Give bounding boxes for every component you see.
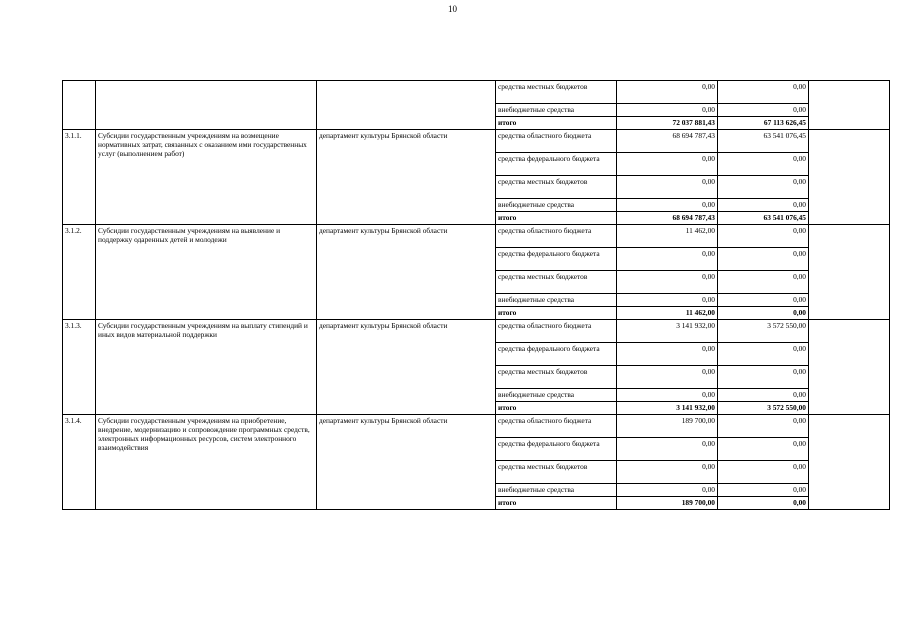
funding-source-cell: средства местных бюджетов [496,271,617,294]
table-row [63,225,890,248]
funding-source-cell: средства местных бюджетов [496,176,617,199]
amount-cell-2: 0,00 [718,366,809,389]
amount-cell-1: 189 700,00 [617,415,718,438]
amount-cell-2: 0,00 [718,104,809,117]
item-name-cell: Субсидии государственным учреждениям на выявление и поддержку одаренных детей и молодежи [96,225,317,320]
item-number-cell: 3.1.1. [63,130,96,225]
amount-cell-1: 3 141 932,00 [617,402,718,415]
funding-source-cell: средства областного бюджета [496,225,617,248]
funding-source-cell: средства федерального бюджета [496,248,617,271]
amount-cell-2: 0,00 [718,438,809,461]
funding-source-cell: средства местных бюджетов [496,461,617,484]
amount-cell-2: 0,00 [718,81,809,104]
funding-source-cell: внебюджетные средства [496,199,617,212]
funding-source-cell: итого [496,117,617,130]
funding-source-cell: внебюджетные средства [496,104,617,117]
item-number-cell: 3.1.2. [63,225,96,320]
table-row [63,130,890,153]
amount-cell-1: 0,00 [617,199,718,212]
amount-cell-1: 0,00 [617,104,718,117]
amount-cell-1: 3 141 932,00 [617,320,718,343]
amount-cell-2: 0,00 [718,248,809,271]
amount-cell-2: 3 572 550,00 [718,402,809,415]
amount-cell-1: 0,00 [617,248,718,271]
amount-cell-1: 0,00 [617,271,718,294]
funding-source-cell: внебюджетные средства [496,294,617,307]
executor-cell: департамент культуры Брянской области [317,130,496,225]
funding-source-cell: итого [496,497,617,510]
amount-cell-1: 72 037 881,43 [617,117,718,130]
amount-cell-1: 0,00 [617,438,718,461]
amount-cell-1: 0,00 [617,81,718,104]
budget-table [62,80,890,510]
amount-cell-2: 0,00 [718,343,809,366]
funding-source-cell: средства местных бюджетов [496,81,617,104]
amount-cell-1: 0,00 [617,484,718,497]
executor-cell: департамент культуры Брянской области [317,320,496,415]
table-row [63,415,890,438]
funding-source-cell: средства федерального бюджета [496,343,617,366]
executor-cell [317,81,496,130]
funding-source-cell: средства областного бюджета [496,415,617,438]
amount-cell-2: 0,00 [718,176,809,199]
funding-source-cell: средства местных бюджетов [496,366,617,389]
amount-cell-2: 0,00 [718,294,809,307]
extra-cell [809,130,890,225]
item-number-cell: 3.1.3. [63,320,96,415]
amount-cell-1: 68 694 787,43 [617,130,718,153]
budget-table-body [63,81,890,510]
page-number: 10 [448,4,457,14]
amount-cell-1: 0,00 [617,176,718,199]
item-name-cell: Субсидии государственным учреждениям на приобретение, внедрение, модернизацию и сопровождение программных средств, электронных информационных ресурсов, систем электронного взаимодействия [96,415,317,510]
executor-cell: департамент культуры Брянской области [317,225,496,320]
item-number-cell: 3.1.4. [63,415,96,510]
executor-cell: департамент культуры Брянской области [317,415,496,510]
amount-cell-2: 0,00 [718,415,809,438]
extra-cell [809,415,890,510]
amount-cell-1: 11 462,00 [617,307,718,320]
amount-cell-1: 11 462,00 [617,225,718,248]
amount-cell-2: 3 572 550,00 [718,320,809,343]
amount-cell-2: 0,00 [718,153,809,176]
funding-source-cell: средства областного бюджета [496,320,617,343]
extra-cell [809,225,890,320]
amount-cell-1: 0,00 [617,461,718,484]
amount-cell-2: 0,00 [718,307,809,320]
extra-cell [809,320,890,415]
item-number-cell [63,81,96,130]
funding-source-cell: итого [496,307,617,320]
funding-source-cell: внебюджетные средства [496,484,617,497]
funding-source-cell: внебюджетные средства [496,389,617,402]
amount-cell-2: 0,00 [718,389,809,402]
amount-cell-2: 0,00 [718,461,809,484]
amount-cell-1: 0,00 [617,389,718,402]
amount-cell-1: 68 694 787,43 [617,212,718,225]
funding-source-cell: средства федерального бюджета [496,153,617,176]
funding-source-cell: средства федерального бюджета [496,438,617,461]
item-name-cell: Субсидии государственным учреждениям на выплату стипендий и иных видов материальной поддержки [96,320,317,415]
extra-cell [809,81,890,130]
amount-cell-2: 0,00 [718,225,809,248]
amount-cell-1: 0,00 [617,153,718,176]
amount-cell-1: 0,00 [617,294,718,307]
amount-cell-2: 0,00 [718,199,809,212]
table-row [63,81,890,104]
amount-cell-2: 0,00 [718,484,809,497]
amount-cell-1: 0,00 [617,366,718,389]
item-name-cell [96,81,317,130]
funding-source-cell: итого [496,402,617,415]
amount-cell-2: 0,00 [718,271,809,294]
amount-cell-2: 63 541 076,45 [718,130,809,153]
table-row [63,320,890,343]
amount-cell-2: 63 541 076,45 [718,212,809,225]
amount-cell-2: 67 113 626,45 [718,117,809,130]
amount-cell-1: 0,00 [617,343,718,366]
amount-cell-2: 0,00 [718,497,809,510]
funding-source-cell: итого [496,212,617,225]
item-name-cell: Субсидии государственным учреждениям на возмещение нормативных затрат, связанных с оказанием ими государственных услуг (выполнением работ) [96,130,317,225]
funding-source-cell: средства областного бюджета [496,130,617,153]
amount-cell-1: 189 700,00 [617,497,718,510]
